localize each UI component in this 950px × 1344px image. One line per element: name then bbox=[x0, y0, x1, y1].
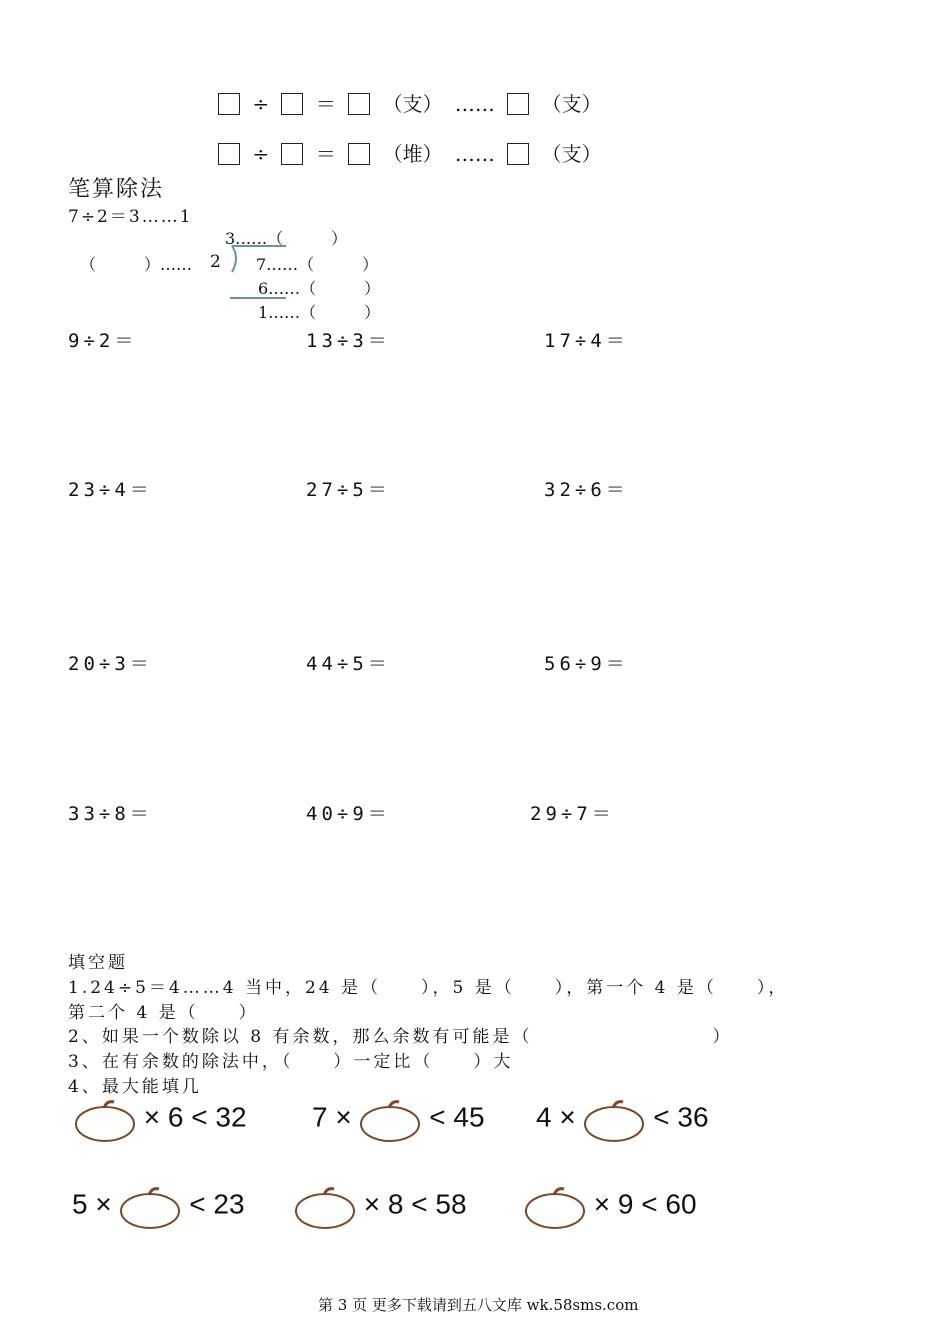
problem: 29÷7＝ bbox=[530, 803, 615, 825]
problem: 40÷9＝ bbox=[306, 803, 391, 825]
unit-label: （支） bbox=[541, 142, 602, 166]
page-footer: 第 3 页 更多下载请到五八文库 wk.58sms.com bbox=[318, 1296, 639, 1314]
inequality-text: × 8 < 58 bbox=[363, 1188, 467, 1220]
problem: 17÷4＝ bbox=[544, 330, 629, 352]
product-line: 6……（ ） bbox=[258, 279, 381, 298]
answer-box[interactable] bbox=[218, 143, 240, 165]
apple-inequality bbox=[312, 1098, 485, 1140]
inequality-text: < 36 bbox=[653, 1101, 709, 1133]
problem: 44÷5＝ bbox=[306, 653, 391, 675]
unit-label: （堆） bbox=[382, 142, 443, 166]
fill-section-title: 填空题 bbox=[68, 953, 128, 973]
answer-box[interactable] bbox=[348, 143, 370, 165]
question-4: 4、最大能填几 bbox=[68, 1077, 202, 1097]
remainder-dots: …… bbox=[454, 92, 495, 116]
equals-sign: ＝ bbox=[315, 142, 336, 166]
problem: 56÷9＝ bbox=[544, 653, 629, 675]
question-3: 3、在有余数的除法中，（ ）一定比（ ）大 bbox=[68, 1052, 514, 1072]
answer-box[interactable] bbox=[507, 93, 529, 115]
divide-sign: ÷ bbox=[252, 92, 270, 116]
problem: 20÷3＝ bbox=[68, 653, 153, 675]
inequality-text: 4 × bbox=[536, 1101, 576, 1133]
problem: 32÷6＝ bbox=[544, 479, 629, 501]
unit-label: （支） bbox=[382, 92, 443, 116]
divisor-number: 2 bbox=[210, 252, 221, 272]
apple-blank-icon[interactable] bbox=[294, 1185, 356, 1227]
question-2: 2、如果一个数除以 8 有余数，那么余数有可能是（ ） bbox=[68, 1027, 733, 1047]
apple-inequality bbox=[72, 1185, 245, 1227]
answer-box[interactable] bbox=[281, 93, 303, 115]
inequality-text: < 23 bbox=[189, 1188, 245, 1220]
apple-blank-icon[interactable] bbox=[119, 1185, 181, 1227]
inequality-text: × 9 < 60 bbox=[593, 1188, 697, 1220]
inequality-text: × 6 < 32 bbox=[143, 1101, 247, 1133]
problem: 9÷2＝ bbox=[68, 330, 138, 352]
divide-sign: ÷ bbox=[252, 142, 270, 166]
apple-inequality bbox=[294, 1185, 467, 1227]
apple-blank-icon[interactable] bbox=[524, 1185, 586, 1227]
inequality-text: 7 × bbox=[312, 1101, 352, 1133]
unit-label: （支） bbox=[541, 92, 602, 116]
equals-sign: ＝ bbox=[315, 92, 336, 116]
example-equation: 7÷2＝3……1 bbox=[68, 207, 193, 227]
apple-inequality bbox=[74, 1098, 247, 1140]
dividend-line: 7……（ ） bbox=[256, 255, 379, 274]
section-title: 笔算除法 bbox=[68, 177, 165, 202]
apple-blank-icon[interactable] bbox=[74, 1098, 136, 1140]
inequality-text: < 45 bbox=[429, 1101, 485, 1133]
divisor-label: （ ）…… bbox=[80, 255, 193, 274]
box-equation-2 bbox=[218, 138, 608, 167]
answer-box[interactable] bbox=[281, 143, 303, 165]
inequality-text: 5 × bbox=[72, 1188, 112, 1220]
problem: 13÷3＝ bbox=[306, 330, 391, 352]
apple-blank-icon[interactable] bbox=[583, 1098, 645, 1140]
apple-inequality bbox=[524, 1185, 697, 1227]
answer-box[interactable] bbox=[218, 93, 240, 115]
problem: 27÷5＝ bbox=[306, 479, 391, 501]
remainder-line: 1……（ ） bbox=[258, 303, 381, 322]
problem: 33÷8＝ bbox=[68, 803, 153, 825]
box-equation-1 bbox=[218, 88, 608, 117]
answer-box[interactable] bbox=[348, 93, 370, 115]
remainder-dots: …… bbox=[454, 142, 495, 166]
question-1: 1.24÷5＝4……4 当中，24 是（ ），5 是（ ），第一个 4 是（ ）， bbox=[68, 978, 789, 998]
quotient-line: 3……（ ） bbox=[225, 229, 348, 248]
problem: 23÷4＝ bbox=[68, 479, 153, 501]
question-1-cont: 第二个 4 是（ ） bbox=[68, 1003, 259, 1023]
apple-blank-icon[interactable] bbox=[359, 1098, 421, 1140]
apple-inequality bbox=[536, 1098, 709, 1140]
answer-box[interactable] bbox=[507, 143, 529, 165]
